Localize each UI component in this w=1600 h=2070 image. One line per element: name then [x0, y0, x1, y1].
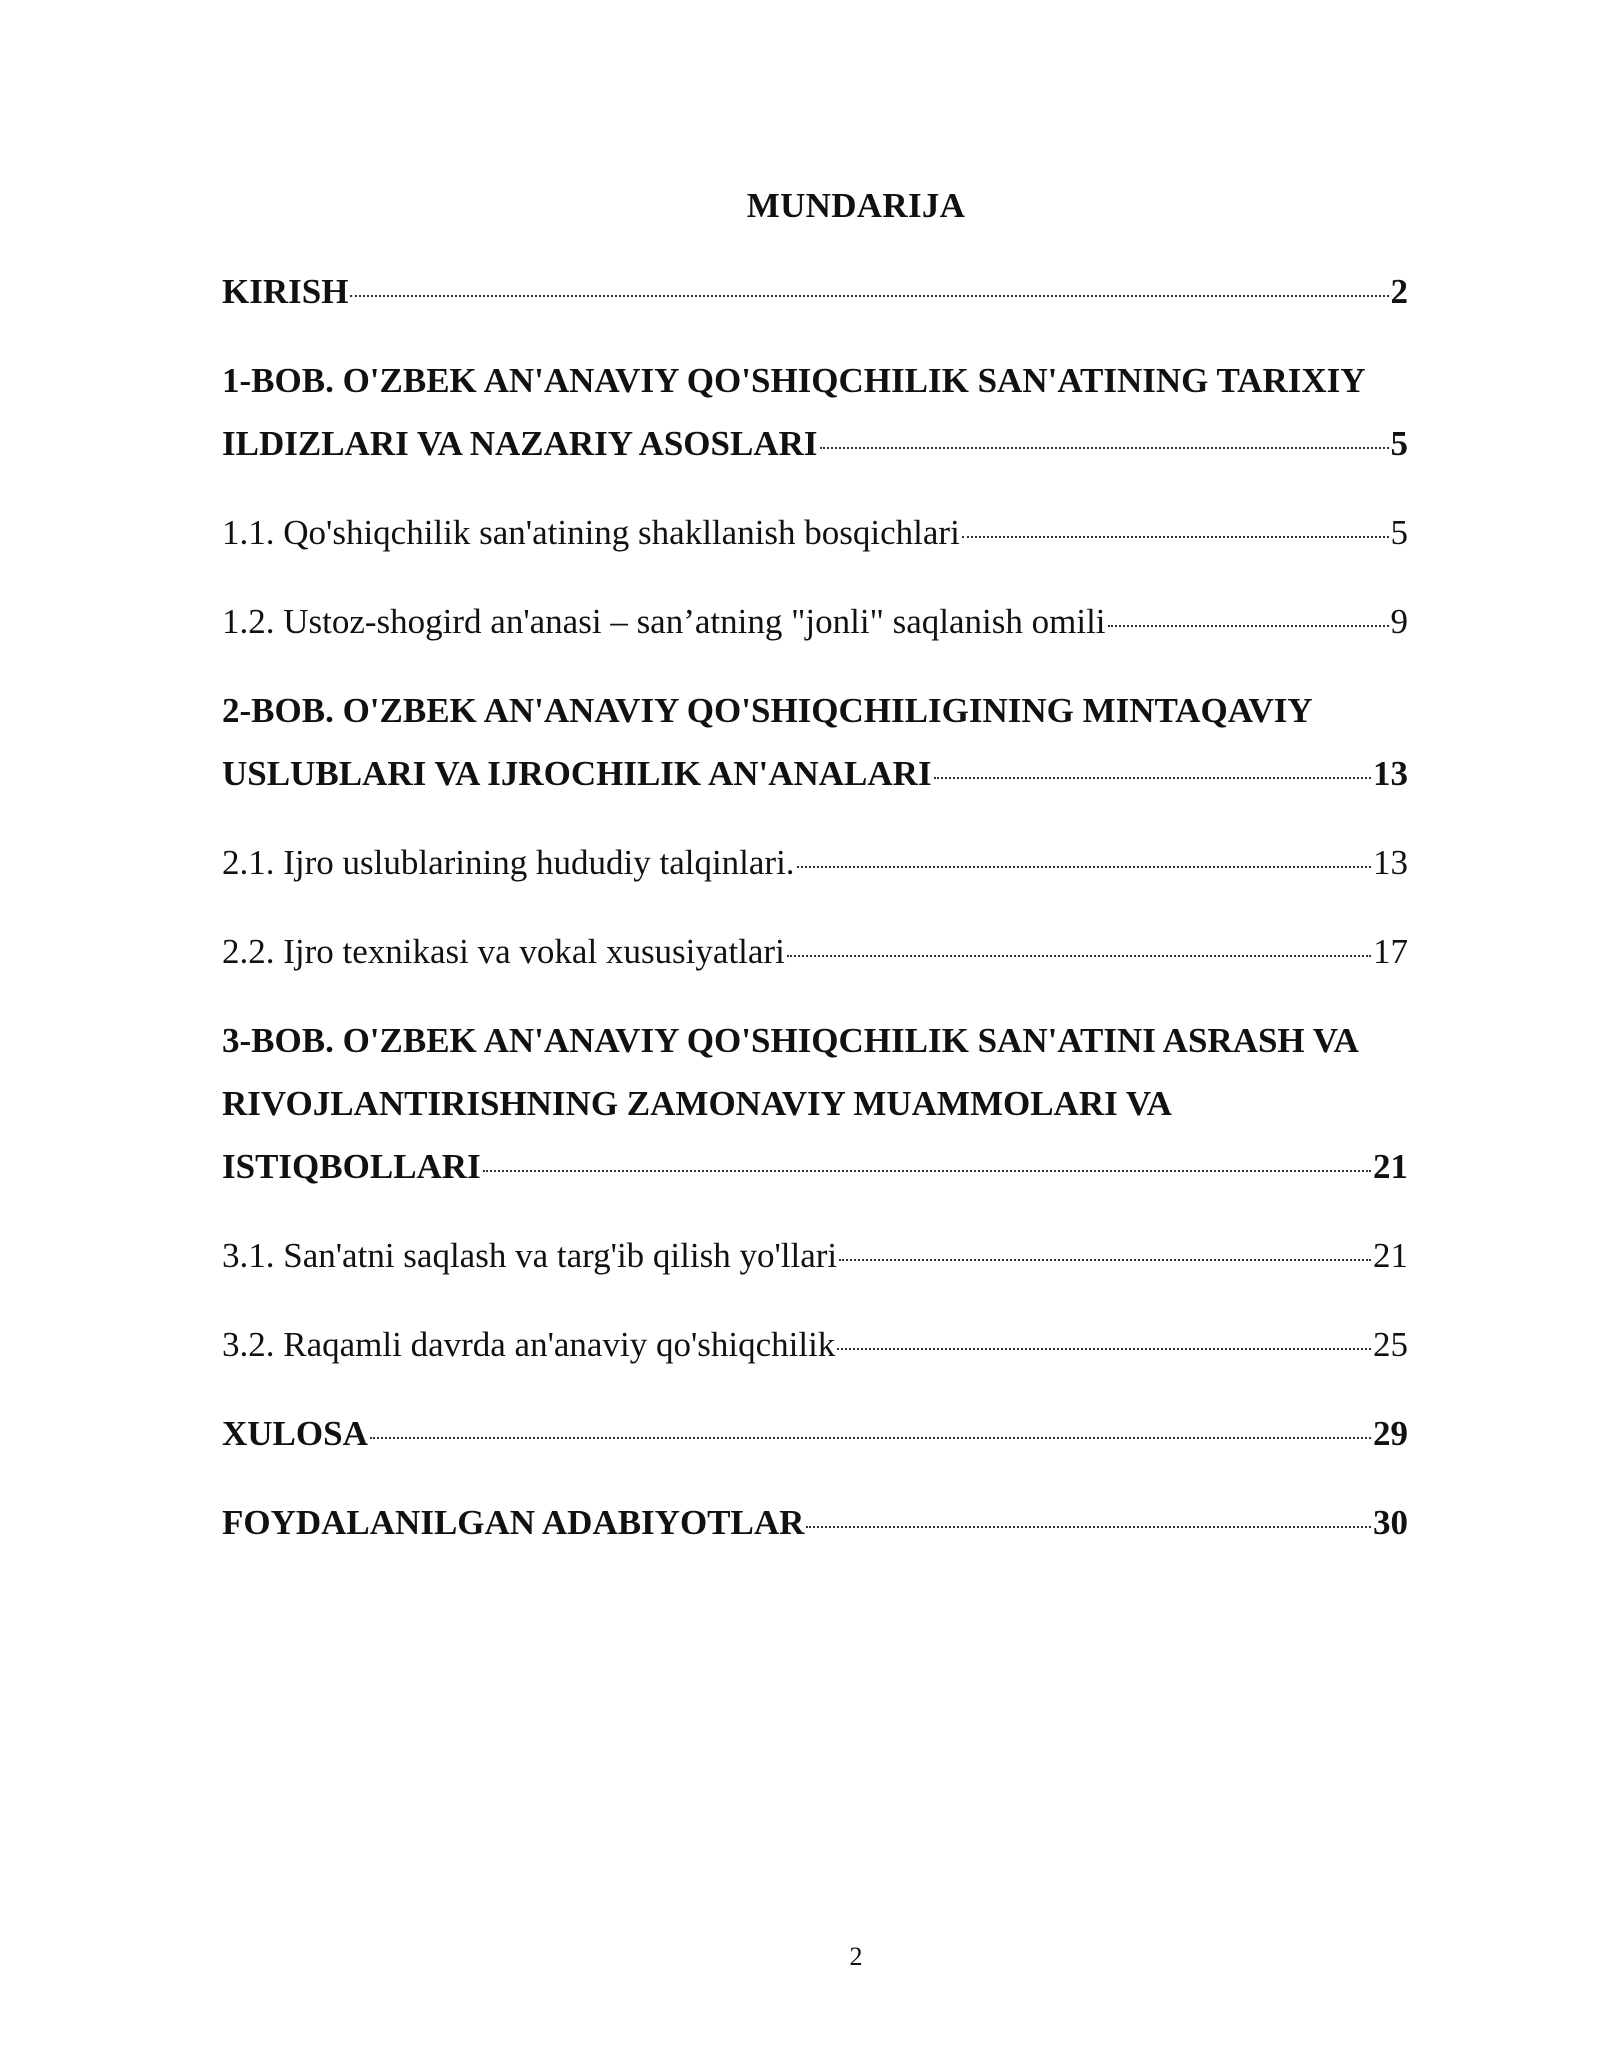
- toc-entry-page: 21: [1373, 1236, 1408, 1275]
- dot-leader: [370, 1437, 1371, 1439]
- dot-leader: [962, 536, 1389, 538]
- toc-entry-page: 29: [1373, 1414, 1408, 1453]
- toc-entry-text: 3.1. San'atni saqlash va targ'ib qilish yo'llari: [222, 1236, 838, 1275]
- toc-entry-text: 1.1. Qo'shiqchilik san'atining shakllanish bosqichlari: [222, 513, 960, 552]
- toc-entry-text: RIVOJLANTIRISHNING ZAMONAVIY MUAMMOLARI VA: [222, 1084, 1172, 1123]
- dot-leader: [350, 295, 1388, 297]
- toc-entry[interactable]: [222, 920, 1408, 983]
- toc-entry-text: 2.1. Ijro uslublarining hududiy talqinlari.: [222, 843, 795, 882]
- dot-leader: [839, 1259, 1371, 1261]
- toc-entry[interactable]: [222, 1402, 1408, 1465]
- toc-entry[interactable]: [222, 1491, 1408, 1554]
- toc-entry-text: ILDIZLARI VA NAZARIY ASOSLARI: [222, 424, 818, 463]
- toc-entry-page: 30: [1373, 1503, 1408, 1542]
- toc-title: MUNDARIJA: [746, 186, 966, 225]
- dot-leader: [806, 1526, 1371, 1528]
- toc-entry-page: 13: [1373, 843, 1408, 882]
- toc-entry-text: 3.2. Raqamli davrda an'anaviy qo'shiqchilik: [222, 1325, 836, 1364]
- toc-entry-page: 13: [1373, 754, 1408, 793]
- table-of-contents: [222, 260, 1408, 1554]
- toc-entry-text: 2-BOB. O'ZBEK AN'ANAVIY QO'SHIQCHILIGINING MINTAQAVIY: [222, 691, 1313, 730]
- toc-entry-text: 3-BOB. O'ZBEK AN'ANAVIY QO'SHIQCHILIK SAN'ATINI ASRASH VA: [222, 1021, 1359, 1060]
- dot-leader: [797, 866, 1371, 868]
- toc-entry-text: KIRISH: [222, 272, 349, 311]
- toc-entry[interactable]: [222, 679, 1408, 805]
- toc-entry-page: 25: [1373, 1325, 1408, 1364]
- toc-entry-text: 1-BOB. O'ZBEK AN'ANAVIY QO'SHIQCHILIK SAN'ATINING TARIXIY: [222, 361, 1366, 400]
- toc-entry-text: USLUBLARI VA IJROCHILIK AN'ANALARI: [222, 754, 932, 793]
- toc-entry-text: FOYDALANILGAN ADABIYOTLAR: [222, 1503, 805, 1542]
- dot-leader: [837, 1348, 1371, 1350]
- toc-entry-page: 2: [1390, 272, 1408, 311]
- dot-leader: [934, 777, 1371, 779]
- toc-entry-page: 9: [1390, 602, 1408, 641]
- dot-leader: [820, 447, 1389, 449]
- toc-entry-text: ISTIQBOLLARI: [222, 1147, 481, 1186]
- toc-entry[interactable]: [222, 1224, 1408, 1287]
- page-number: 2: [849, 1942, 863, 1971]
- toc-entry[interactable]: [222, 1313, 1408, 1376]
- toc-entry[interactable]: [222, 260, 1408, 323]
- toc-entry-page: 5: [1390, 424, 1408, 463]
- dot-leader: [787, 955, 1371, 957]
- toc-entry[interactable]: [222, 590, 1408, 653]
- toc-entry[interactable]: [222, 831, 1408, 894]
- toc-entry-page: 17: [1373, 932, 1408, 971]
- toc-entry-text: 1.2. Ustoz-shogird an'anasi – san’atning "jonli" saqlanish omili: [222, 602, 1106, 641]
- toc-entry[interactable]: [222, 1009, 1408, 1198]
- toc-entry-text: 2.2. Ijro texnikasi va vokal xususiyatlari: [222, 932, 785, 971]
- toc-entry-page: 21: [1373, 1147, 1408, 1186]
- dot-leader: [1108, 625, 1389, 627]
- toc-entry[interactable]: [222, 501, 1408, 564]
- toc-entry-page: 5: [1390, 513, 1408, 552]
- toc-entry-text: XULOSA: [222, 1414, 368, 1453]
- dot-leader: [483, 1170, 1371, 1172]
- toc-entry[interactable]: [222, 349, 1408, 475]
